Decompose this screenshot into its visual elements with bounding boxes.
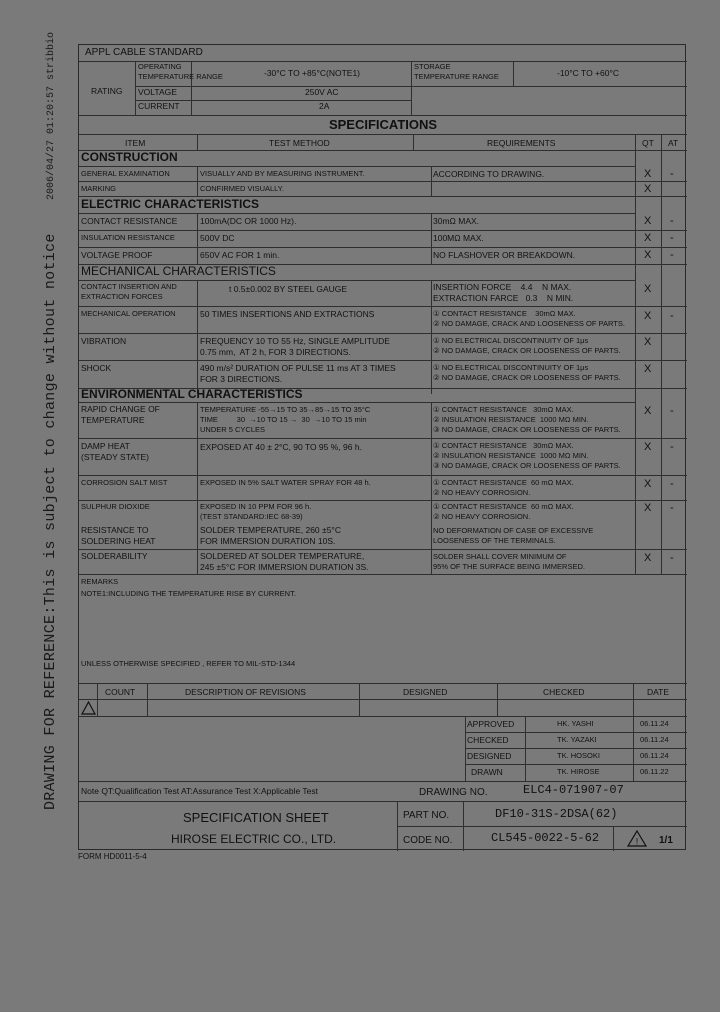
at-mechanical-operation: - bbox=[670, 310, 674, 322]
rev-description: DESCRIPTION OF REVISIONS bbox=[185, 687, 306, 697]
rev-date: DATE bbox=[647, 687, 670, 697]
rev-designed: DESIGNED bbox=[403, 687, 448, 697]
col-requirements: REQUIREMENTS bbox=[487, 138, 556, 148]
qt-insertion-force: X bbox=[644, 283, 652, 295]
item-shock: SHOCK bbox=[81, 363, 112, 373]
at-salt-mist: - bbox=[670, 478, 674, 490]
voltage-value: 250V AC bbox=[305, 87, 339, 97]
method-soldering-heat: SOLDER TEMPERATURE, 260 ±5°C FOR IMMERSION DURATION 10S. bbox=[200, 525, 341, 546]
qt-at-legend: Note QT:Qualification Test AT:Assurance Test X:Applicable Test bbox=[81, 786, 319, 796]
qt-insulation-resistance: X bbox=[644, 232, 652, 244]
code-no-label: CODE NO. bbox=[403, 835, 453, 846]
req-contact-resistance: 30mΩ MAX. bbox=[433, 216, 480, 226]
rev-count: COUNT bbox=[105, 687, 136, 697]
at-voltage-proof: - bbox=[670, 249, 674, 261]
revision-triangle-icon bbox=[81, 701, 96, 720]
designed-date: 06.11.24 bbox=[640, 751, 669, 760]
approved-name: HK. YASHI bbox=[557, 719, 594, 728]
part-no: DF10-31S-2DSA(62) bbox=[495, 807, 618, 821]
at-sulphur-dioxide: - bbox=[670, 502, 674, 514]
req-solderability: SOLDER SHALL COVER MINIMUM OF 95% OF THE SURFACE BEING IMMERSED. bbox=[433, 552, 585, 571]
qt-contact-resistance: X bbox=[644, 215, 652, 227]
qt-general-exam: X bbox=[644, 168, 652, 180]
req-mechanical-operation: ① CONTACT RESISTANCE 30mΩ MAX. ② NO DAMAGE, CRACK AND LOOSENESS OF PARTS. bbox=[433, 309, 625, 328]
at-solderability: - bbox=[670, 552, 674, 564]
sheet-number: 1/1 bbox=[659, 835, 673, 846]
drawing-no-label: DRAWING NO. bbox=[419, 787, 488, 798]
revision-triangle-icon bbox=[627, 830, 647, 852]
qt-damp-heat: X bbox=[644, 441, 652, 453]
qt-rapid-change-temp: X bbox=[644, 405, 652, 417]
item-damp-heat: DAMP HEAT (STEADY STATE) bbox=[81, 441, 150, 462]
op-temp-value: -30°C TO +85°C(NOTE1) bbox=[264, 68, 360, 78]
req-sulphur-dioxide: ① CONTACT RESISTANCE 60 mΩ MAX. ② NO HEAVY CORROSION. bbox=[433, 502, 574, 521]
col-qt: QT bbox=[642, 138, 654, 148]
item-rapid-change-temp: RAPID CHANGE OF TEMPERATURE bbox=[81, 404, 160, 425]
col-item: ITEM bbox=[125, 138, 146, 148]
item-voltage-proof: VOLTAGE PROOF bbox=[81, 250, 153, 260]
qt-shock: X bbox=[644, 363, 652, 375]
header-title: APPL CABLE STANDARD bbox=[85, 47, 203, 58]
at-insulation-resistance: - bbox=[670, 232, 674, 244]
at-rapid-change-temp: - bbox=[670, 405, 674, 417]
drawing-no: ELC4-071907-07 bbox=[523, 783, 624, 797]
method-rapid-change-temp: TEMPERATURE -55→15 TO 35→85→15 TO 35°C TIME 30 →10 TO 15 → 30 →10 TO 15 min UNDER 5 CYCLES bbox=[200, 405, 371, 434]
item-marking: MARKING bbox=[81, 184, 117, 193]
at-general-exam: - bbox=[670, 168, 674, 180]
rating-label: RATING bbox=[91, 86, 123, 96]
qt-vibration: X bbox=[644, 336, 652, 348]
specifications-title: SPECIFICATIONS bbox=[328, 117, 438, 132]
qt-sulphur-dioxide: X bbox=[644, 502, 652, 514]
side-reference-notice: DRAWING FOR REFERENCE:This is subject to change without notice bbox=[42, 233, 59, 810]
current-value: 2A bbox=[319, 101, 330, 111]
checked-name: TK. YAZAKI bbox=[557, 735, 597, 744]
item-soldering-heat: RESISTANCE TO SOLDERING HEAT bbox=[81, 525, 156, 546]
method-voltage-proof: 650V AC FOR 1 min. bbox=[200, 250, 280, 260]
section-environmental: ENVIRONMENTAL CHARACTERISTICS bbox=[81, 387, 303, 401]
item-salt-mist: CORROSION SALT MIST bbox=[81, 478, 168, 487]
form-number: FORM HD0011-5-4 bbox=[78, 852, 147, 861]
method-contact-resistance: 100mA(DC OR 1000 Hz). bbox=[200, 216, 297, 226]
side-timestamp: 2006/04/27 01:20:57 stribbio bbox=[46, 31, 57, 200]
checked-date: 06.11.24 bbox=[640, 735, 669, 744]
approved-label: APPROVED bbox=[467, 719, 515, 729]
method-damp-heat: EXPOSED AT 40 ± 2°C, 90 TO 95 %, 96 h. bbox=[200, 442, 362, 452]
method-shock: 490 m/s² DURATION OF PULSE 11 ms AT 3 TIMES FOR 3 DIRECTIONS. bbox=[200, 363, 396, 384]
at-contact-resistance: - bbox=[670, 215, 674, 227]
qt-marking: X bbox=[644, 183, 652, 195]
method-insulation-resistance: 500V DC bbox=[200, 233, 235, 243]
remarks-unless: UNLESS OTHERWISE SPECIFIED , REFER TO MIL-STD-1344 bbox=[81, 659, 296, 668]
method-salt-mist: EXPOSED IN 5% SALT WATER SPRAY FOR 48 h. bbox=[200, 478, 371, 487]
rev-checked: CHECKED bbox=[543, 687, 585, 697]
section-construction: CONSTRUCTION bbox=[81, 150, 178, 164]
storage-temp-value: -10°C TO +60°C bbox=[557, 68, 619, 78]
sheet-title: SPECIFICATION SHEET bbox=[183, 810, 329, 825]
qt-mechanical-operation: X bbox=[644, 310, 652, 322]
method-mechanical-operation: 50 TIMES INSERTIONS AND EXTRACTIONS bbox=[200, 309, 375, 319]
designed-name: TK. HOSOKI bbox=[557, 751, 600, 760]
item-insulation-resistance: INSULATION RESISTANCE bbox=[81, 233, 175, 242]
req-general-exam: ACCORDING TO DRAWING. bbox=[433, 169, 545, 179]
qt-salt-mist: X bbox=[644, 478, 652, 490]
voltage-label: VOLTAGE bbox=[138, 87, 177, 97]
method-general-exam: VISUALLY AND BY MEASURING INSTRUMENT. bbox=[200, 169, 365, 178]
storage-temp-label: STORAGE TEMPERATURE RANGE bbox=[414, 62, 499, 81]
item-sulphur-dioxide: SULPHUR DIOXIDE bbox=[81, 502, 150, 511]
remarks-label: REMARKS bbox=[81, 577, 119, 586]
drawn-date: 06.11.22 bbox=[640, 767, 669, 776]
part-no-label: PART NO. bbox=[403, 810, 450, 821]
req-insulation-resistance: 100MΩ MAX. bbox=[433, 233, 484, 243]
req-salt-mist: ① CONTACT RESISTANCE 60 mΩ MAX. ② NO HEAVY CORROSION. bbox=[433, 478, 574, 497]
specification-sheet bbox=[78, 44, 686, 850]
op-temp-label: OPERATING TEMPERATURE RANGE bbox=[138, 62, 223, 81]
section-electric: ELECTRIC CHARACTERISTICS bbox=[81, 197, 260, 211]
current-label: CURRENT bbox=[138, 101, 180, 111]
drawn-name: TK. HIROSE bbox=[557, 767, 600, 776]
req-shock: ① NO ELECTRICAL DISCONTINUITY OF 1μs ② NO DAMAGE, CRACK OR LOOSENESS OF PARTS. bbox=[433, 363, 621, 382]
item-general-exam: GENERAL EXAMINATION bbox=[81, 169, 170, 178]
item-solderability: SOLDERABILITY bbox=[81, 551, 148, 561]
code-no: CL545-0022-5-62 bbox=[491, 831, 600, 845]
req-insertion-force: INSERTION FORCE 4.4 N MAX. EXTRACTION FARCE 0.3 N MIN. bbox=[433, 282, 574, 303]
at-damp-heat: - bbox=[670, 441, 674, 453]
method-vibration: FREQUENCY 10 TO 55 Hz, SINGLE AMPLITUDE 0.75 mm, AT 2 h, FOR 3 DIRECTIONS. bbox=[200, 336, 390, 357]
req-damp-heat: ① CONTACT RESISTANCE 30mΩ MAX. ② INSULATION RESISTANCE 1000 MΩ MIN. ③ NO DAMAGE, CRACK OR LOOSENESS OF PARTS. bbox=[433, 441, 621, 470]
req-vibration: ① NO ELECTRICAL DISCONTINUITY OF 1μs ② NO DAMAGE, CRACK OR LOOSENESS OF PARTS. bbox=[433, 336, 621, 355]
qt-voltage-proof: X bbox=[644, 249, 652, 261]
checked-label: CHECKED bbox=[467, 735, 509, 745]
method-insertion-force: t 0.5±0.002 BY STEEL GAUGE bbox=[229, 284, 348, 294]
company-name: HIROSE ELECTRIC CO., LTD. bbox=[171, 832, 337, 846]
req-soldering-heat: NO DEFORMATION OF CASE OF EXCESSIVE LOOSENESS OF THE TERMINALS. bbox=[433, 526, 594, 545]
remarks-note1: NOTE1:INCLUDING THE TEMPERATURE RISE BY CURRENT. bbox=[81, 589, 296, 598]
col-at: AT bbox=[668, 138, 679, 148]
svg-text:!: ! bbox=[635, 836, 639, 847]
qt-solderability: X bbox=[644, 552, 652, 564]
item-contact-resistance: CONTACT RESISTANCE bbox=[81, 216, 178, 226]
req-voltage-proof: NO FLASHOVER OR BREAKDOWN. bbox=[433, 250, 576, 260]
item-mechanical-operation: MECHANICAL OPERATION bbox=[81, 309, 176, 318]
drawn-label: DRAWN bbox=[471, 767, 503, 777]
approved-date: 06.11.24 bbox=[640, 719, 669, 728]
req-rapid-change-temp: ① CONTACT RESISTANCE 30mΩ MAX. ② INSULATION RESISTANCE 1000 MΩ MIN. ③ NO DAMAGE, CRACK OR LOOSENESS OF PARTS. bbox=[433, 405, 621, 434]
col-test-method: TEST METHOD bbox=[269, 138, 330, 148]
section-mechanical: MECHANICAL CHARACTERISTICS bbox=[81, 264, 276, 278]
method-sulphur-dioxide: EXPOSED IN 10 PPM FOR 96 h. (TEST STANDARD:IEC 68-39) bbox=[200, 502, 312, 521]
method-marking: CONFIRMED VISUALLY. bbox=[200, 184, 284, 193]
method-solderability: SOLDERED AT SOLDER TEMPERATURE, 245 ±5°C FOR IMMERSION DURATION 3S. bbox=[200, 551, 369, 572]
designed-label: DESIGNED bbox=[467, 751, 512, 761]
item-vibration: VIBRATION bbox=[81, 336, 127, 346]
item-insertion-force: CONTACT INSERTION AND EXTRACTION FORCES bbox=[81, 282, 177, 301]
